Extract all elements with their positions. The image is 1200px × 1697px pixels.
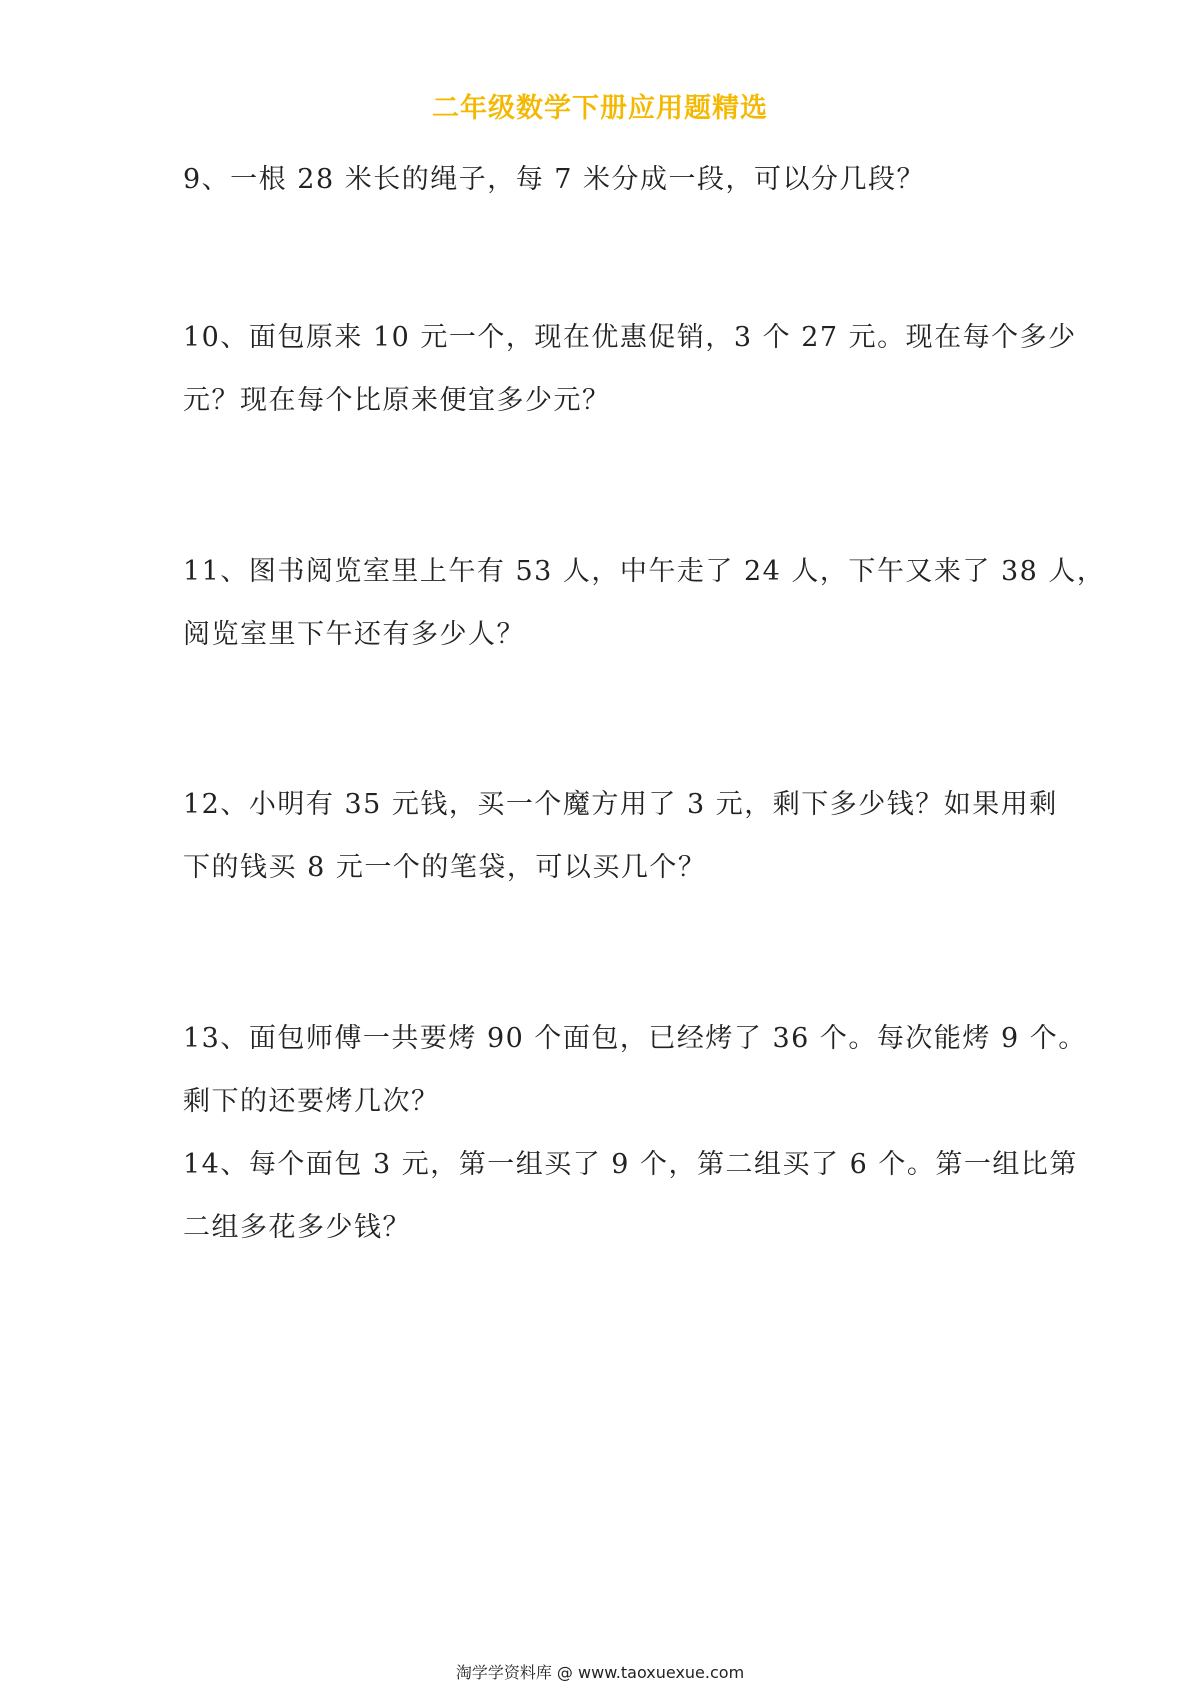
problem-line: 二组多花多少钱？ — [183, 1212, 411, 1243]
problem-line: 9、一根 28 米长的绳子，每 7 米分成一段，可以分几段？ — [183, 164, 926, 195]
problem-12 — [183, 773, 1058, 899]
problem-11 — [183, 540, 1106, 666]
problem-13 — [183, 1007, 1087, 1133]
problem-line: 阅览室里下午还有多少人？ — [183, 619, 525, 650]
problem-line: 剩下的还要烤几次？ — [183, 1086, 440, 1117]
problem-line: 13、面包师傅一共要烤 90 个面包，已经烤了 36 个。每次能烤 9 个。 — [183, 1023, 1087, 1054]
problem-14 — [183, 1133, 1078, 1259]
problem-line: 11、图书阅览室里上午有 53 人，中午走了 24 人，下午又来了 38 人， — [183, 556, 1106, 587]
problem-line: 12、小明有 35 元钱，买一个魔方用了 3 元，剩下多少钱？如果用剩 — [183, 789, 1058, 820]
page-title: 二年级数学下册应用题精选 — [432, 93, 768, 124]
problem-line: 元？现在每个比原来便宜多少元？ — [183, 385, 611, 416]
problem-line: 14、每个面包 3 元，第一组买了 9 个，第二组买了 6 个。第一组比第 — [183, 1149, 1078, 1180]
problem-line: 10、面包原来 10 元一个，现在优惠促销，3 个 27 元。现在每个多少 — [183, 322, 1077, 353]
problem-line: 下的钱买 8 元一个的笔袋，可以买几个？ — [183, 852, 707, 883]
footer-source: 淘学学资料库 @ www.taoxuexue.com — [455, 1663, 745, 1682]
problem-10 — [183, 306, 1077, 432]
problem-9 — [183, 148, 1033, 211]
